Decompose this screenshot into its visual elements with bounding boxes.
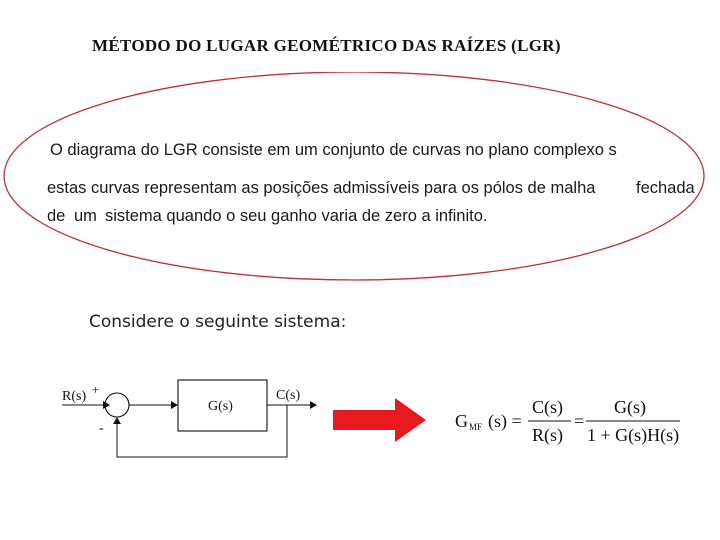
paragraph-line-2-end: fechada (636, 179, 695, 197)
fraction-2-numerator: G(s) (614, 397, 646, 417)
fraction-2-denominator: 1 + G(s)H(s) (587, 425, 680, 445)
paragraph-line-3-rest: sistema quando o seu ganho varia de zero a infinito. (105, 207, 488, 225)
feedback-arrowhead (113, 417, 121, 424)
plant-label: G(s) (208, 399, 233, 414)
paragraph-line-2: estas curvas representam as posições admissíveis para os pólos de malha (47, 179, 596, 197)
block-diagram (0, 370, 330, 470)
plus-sign: + (92, 382, 100, 397)
lhs-main: G (455, 411, 468, 431)
input-label: R(s) (62, 389, 87, 404)
lhs-subscript: MF (469, 422, 483, 432)
output-label: C(s) (276, 388, 301, 403)
forward-arrowhead (171, 401, 178, 409)
fraction-1-denominator: R(s) (532, 425, 563, 445)
equals-sign: = (574, 411, 585, 431)
lhs-argument: (s) = (488, 411, 522, 431)
paragraph-line-1: O diagrama do LGR consiste em um conjunto de curvas no plano complexo s (50, 141, 617, 159)
paragraph-line-3-word-1: de (47, 207, 66, 225)
input-arrowhead (103, 401, 110, 409)
consider-heading: Considere o seguinte sistema: (89, 312, 347, 332)
page-title: MÉTODO DO LUGAR GEOMÉTRICO DAS RAÍZES (LGR) (92, 36, 561, 55)
minus-sign: - (99, 421, 104, 436)
fraction-1-numerator: C(s) (532, 397, 563, 417)
paragraph-line-3-word-2: um (74, 207, 97, 225)
output-arrowhead (310, 401, 317, 409)
right-arrow-icon (333, 398, 427, 442)
